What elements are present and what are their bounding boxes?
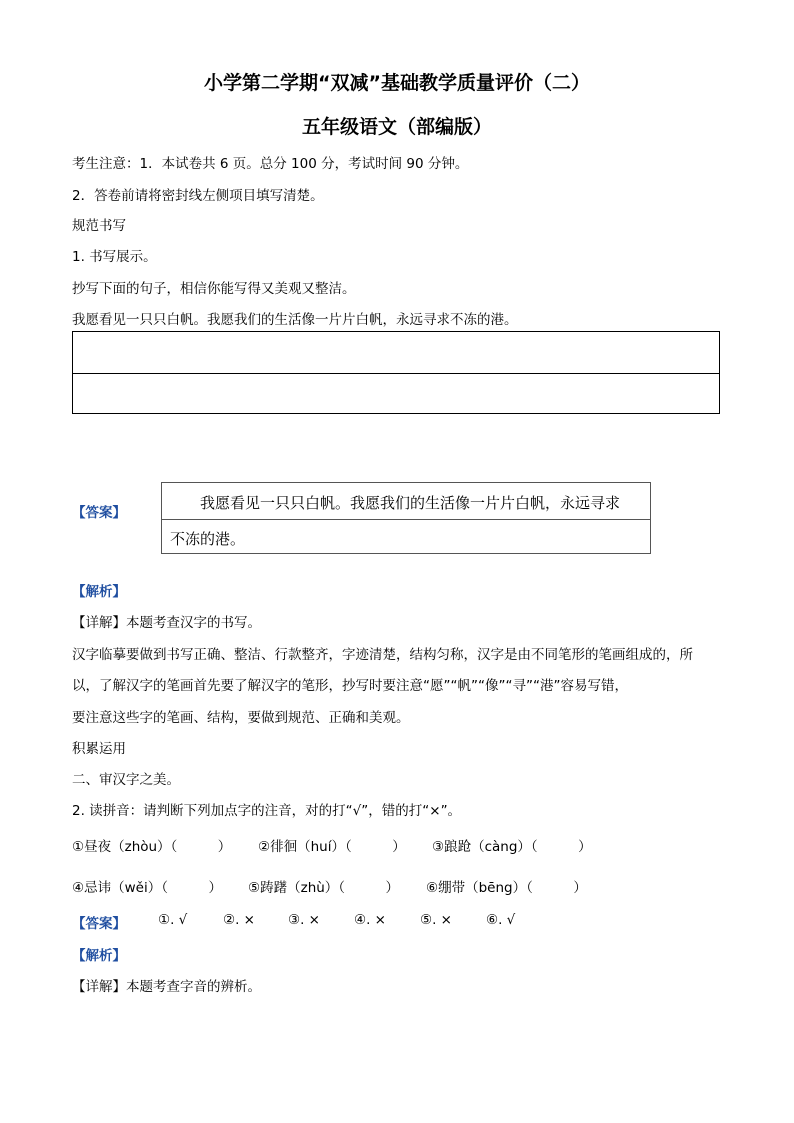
option-2: ②徘徊（huí）（ ）: [258, 839, 406, 855]
option-5: ⑤踌躇（zhù）（ ）: [248, 880, 400, 896]
answer-box: [161, 482, 651, 554]
question-1-instruction: 抄写下面的句子，相信你能写得又美观又整洁。: [72, 281, 356, 297]
answer-tag-2: 【答案】: [72, 916, 126, 932]
answer-item-1: ①. √: [158, 912, 188, 928]
answer-item-4: ④. ×: [354, 912, 386, 928]
notice-line-2: 2．答卷前请将密封线左侧项目填写清楚。: [72, 188, 324, 204]
question-1-sentence: 我愿看见一只只白帆。我愿我们的生活像一片片白帆，永远寻求不冻的港。: [72, 312, 518, 328]
option-1: ①昼夜（zhòu）（ ）: [72, 839, 232, 855]
page-subtitle: 五年级语文（部编版）: [301, 116, 492, 138]
answer-tag-1: 【答案】: [72, 505, 126, 521]
option-6: ⑥绷带（bēng）（ ）: [426, 880, 587, 896]
analysis-tag-1: 【解析】: [72, 584, 126, 600]
detail-2: 【详解】本题考查字音的辨析。: [72, 979, 261, 995]
answer-item-6: ⑥. √: [486, 912, 516, 928]
notice-line-1: 考生注意：1．本试卷共 6 页。总分 100 分，考试时间 90 分钟。: [72, 156, 469, 172]
option-3: ③踉跄（càng）（ ）: [432, 839, 592, 855]
answer-line-2: 不冻的港。: [170, 530, 246, 548]
question-2-title: 2. 读拼音：请判断下列加点字的注音，对的打“√”，错的打“×”。: [72, 803, 462, 819]
question-1-title: 1. 书写展示。: [72, 249, 157, 265]
detail-1: 【详解】本题考查汉字的书写。: [72, 615, 261, 631]
writing-box-divider: [73, 373, 719, 374]
section-heading-accumulation: 积累运用: [72, 741, 126, 757]
option-4: ④忌讳（wěi）（ ）: [72, 880, 222, 896]
analysis-paragraph-line-1: 汉字临摹要做到书写正确、整洁、行款整齐，字迹清楚，结构匀称，汉字是由不同笔形的笔画组成的，所: [72, 647, 693, 663]
analysis-paragraph-line-3: 要注意这些字的笔画、结构，要做到规范、正确和美观。: [72, 710, 410, 726]
answer-item-5: ⑤. ×: [420, 912, 452, 928]
answer-box-divider: [162, 519, 650, 520]
writing-box[interactable]: [72, 331, 720, 414]
analysis-paragraph-line-2: 以，了解汉字的笔画首先要了解汉字的笔形，抄写时要注意“愿”“帆”“像”“寻”“港”容易写错，: [72, 678, 628, 694]
section-sub-heading: 二、审汉字之美。: [72, 772, 180, 788]
answer-line-1: 我愿看见一只只白帆。我愿我们的生活像一片片白帆，永远寻求: [200, 494, 621, 512]
page-title: 小学第二学期“双减”基础教学质量评价（二）: [204, 72, 590, 94]
answer-item-3: ③. ×: [288, 912, 320, 928]
answer-item-2: ②. ×: [223, 912, 255, 928]
section-heading-writing: 规范书写: [72, 218, 126, 234]
analysis-tag-2: 【解析】: [72, 948, 126, 964]
